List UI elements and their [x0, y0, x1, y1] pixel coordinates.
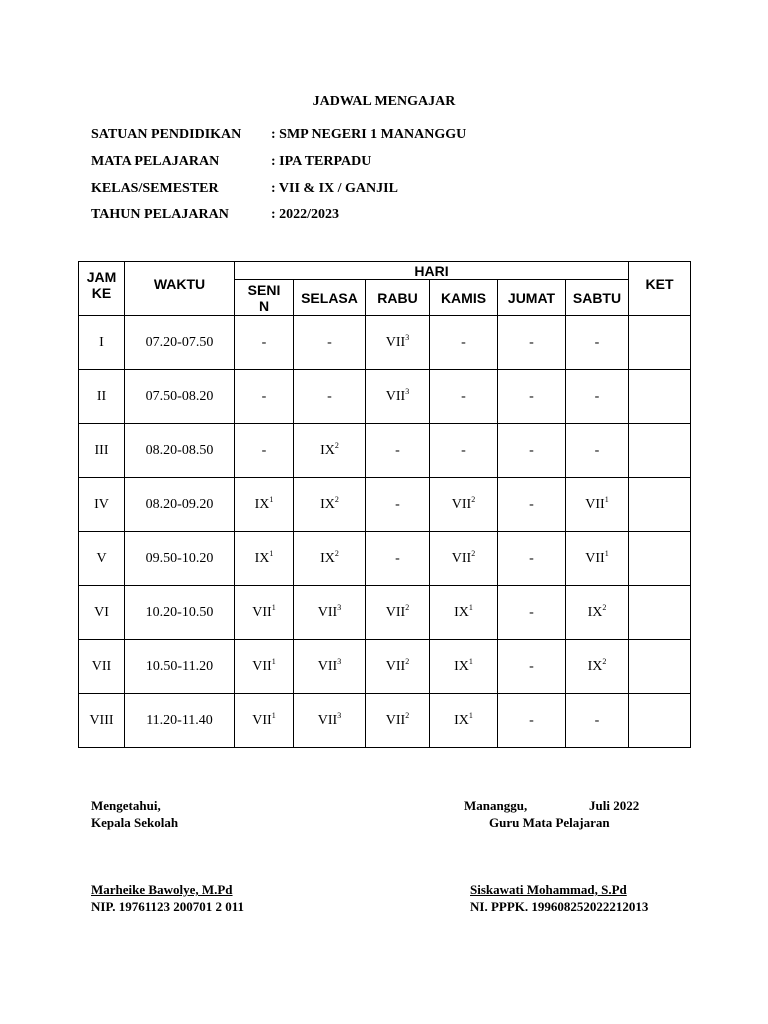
- class-label: -: [461, 334, 466, 350]
- class-cell: [566, 316, 629, 370]
- table-row: [79, 316, 691, 370]
- class-section-number: 2: [334, 494, 339, 504]
- class-label: -: [594, 442, 600, 458]
- header-jam-ke: JAM KE: [79, 262, 125, 316]
- info-row-class: [91, 181, 398, 197]
- class-label: IX: [254, 496, 270, 512]
- class-cell: [366, 316, 430, 370]
- class-cell: [566, 370, 629, 424]
- class-section-number: 2: [405, 602, 410, 612]
- class-cell: [294, 370, 366, 424]
- place-label: Mananggu,: [464, 798, 528, 813]
- class-label: VII: [451, 496, 472, 512]
- class-cell: [294, 424, 366, 478]
- class-cell: [430, 640, 498, 694]
- class-cell: [430, 586, 498, 640]
- waktu-cell: 07.20-07.50: [125, 316, 235, 370]
- table-row: [79, 478, 691, 532]
- jam-cell: V: [79, 532, 125, 586]
- class-label: IX: [587, 604, 603, 620]
- class-label: -: [395, 496, 400, 512]
- class-section-number: 1: [271, 656, 276, 666]
- info-row-year: [91, 207, 339, 223]
- class-label: -: [529, 496, 534, 512]
- class-section-number: 1: [468, 656, 473, 666]
- class-cell: [430, 478, 498, 532]
- class-cell: [498, 640, 566, 694]
- class-cell: [366, 532, 430, 586]
- class-label: IX: [454, 712, 469, 728]
- class-cell: [498, 316, 566, 370]
- class-label: -: [594, 388, 600, 404]
- class-cell: [566, 424, 629, 478]
- class-label: VII: [252, 604, 272, 620]
- class-label: -: [327, 388, 332, 404]
- class-cell: [294, 532, 366, 586]
- class-label: IX: [454, 604, 469, 620]
- class-label: VII: [385, 658, 406, 674]
- waktu-cell: 10.50-11.20: [125, 640, 235, 694]
- class-cell: [235, 694, 294, 748]
- info-value: : 2022/2023: [271, 207, 340, 222]
- class-section-number: 3: [337, 656, 342, 666]
- class-cell: [498, 694, 566, 748]
- class-label: -: [327, 334, 332, 350]
- ket-cell: [629, 640, 691, 694]
- class-cell: [498, 478, 566, 532]
- class-cell: [235, 424, 294, 478]
- class-section-number: 1: [271, 602, 276, 612]
- class-label: -: [529, 712, 534, 728]
- class-cell: [235, 640, 294, 694]
- jam-cell: IV: [79, 478, 125, 532]
- class-section-number: 2: [334, 440, 339, 450]
- waktu-cell: 11.20-11.40: [125, 694, 235, 748]
- info-label: SATUAN PENDIDIKAN: [91, 127, 242, 142]
- class-section-number: 1: [468, 710, 473, 720]
- info-value: : SMP NEGERI 1 MANANGGU: [271, 127, 467, 142]
- class-label: -: [261, 334, 267, 350]
- class-section-number: 2: [405, 656, 410, 666]
- class-section-number: 1: [271, 710, 276, 720]
- class-label: VII: [317, 658, 338, 674]
- ket-cell: [629, 370, 691, 424]
- ket-cell: [629, 694, 691, 748]
- class-label: -: [594, 334, 600, 350]
- header-hari: HARI: [235, 262, 629, 280]
- ket-cell: [629, 316, 691, 370]
- class-label: VII: [317, 712, 338, 728]
- class-label: -: [461, 442, 466, 458]
- table-row: [79, 586, 691, 640]
- header-day: SENI N: [235, 280, 294, 316]
- jam-cell: VI: [79, 586, 125, 640]
- header-ket: KET: [629, 262, 691, 316]
- class-label: -: [461, 388, 466, 404]
- class-cell: [235, 316, 294, 370]
- waktu-cell: 07.50-08.20: [125, 370, 235, 424]
- class-label: -: [594, 712, 600, 728]
- class-cell: [430, 316, 498, 370]
- class-label: -: [261, 442, 267, 458]
- class-cell: [235, 478, 294, 532]
- class-cell: [498, 370, 566, 424]
- class-section-number: 1: [269, 494, 274, 504]
- class-label: -: [529, 604, 534, 620]
- jam-cell: I: [79, 316, 125, 370]
- class-cell: [430, 370, 498, 424]
- info-row-subject: [91, 154, 371, 170]
- principal-name: Marheike Bawolye, M.Pd: [91, 882, 233, 897]
- document-title: JADWAL MENGAJAR: [312, 94, 456, 109]
- info-row-school: [91, 127, 466, 143]
- class-cell: [366, 370, 430, 424]
- info-label: TAHUN PELAJARAN: [91, 207, 229, 222]
- class-label: -: [529, 550, 534, 566]
- date-label: Juli 2022: [589, 798, 640, 813]
- class-section-number: 2: [471, 494, 476, 504]
- class-cell: [566, 694, 629, 748]
- class-cell: [566, 478, 629, 532]
- class-cell: [430, 424, 498, 478]
- class-label: -: [261, 388, 267, 404]
- table-row: [79, 424, 691, 478]
- jam-cell: II: [79, 370, 125, 424]
- class-cell: [566, 586, 629, 640]
- acknowledged-label: Mengetahui,: [91, 798, 161, 813]
- waktu-cell: 10.20-10.50: [125, 586, 235, 640]
- class-label: IX: [320, 442, 335, 458]
- class-label: VII: [385, 604, 406, 620]
- teacher-title: Guru Mata Pelajaran: [489, 815, 610, 830]
- class-section-number: 2: [405, 710, 410, 720]
- header-day: JUMAT: [498, 280, 566, 316]
- class-label: IX: [254, 550, 270, 566]
- class-cell: [294, 694, 366, 748]
- class-label: VII: [385, 388, 406, 404]
- class-label: IX: [587, 658, 603, 674]
- table-row: [79, 370, 691, 424]
- class-section-number: 3: [405, 332, 410, 342]
- class-cell: [430, 694, 498, 748]
- class-section-number: 2: [602, 602, 607, 612]
- schedule-table: [78, 261, 691, 748]
- info-label: MATA PELAJARAN: [91, 154, 220, 169]
- class-section-number: 1: [604, 548, 609, 558]
- table-row: [79, 694, 691, 748]
- class-label: VII: [585, 496, 605, 512]
- class-label: -: [395, 550, 400, 566]
- class-label: IX: [454, 658, 469, 674]
- jam-cell: VII: [79, 640, 125, 694]
- info-value: : IPA TERPADU: [271, 154, 372, 169]
- class-cell: [235, 586, 294, 640]
- ket-cell: [629, 478, 691, 532]
- class-section-number: 3: [405, 386, 410, 396]
- class-cell: [366, 586, 430, 640]
- table-row: [79, 532, 691, 586]
- class-label: VII: [252, 658, 272, 674]
- class-section-number: 3: [337, 602, 342, 612]
- waktu-cell: 08.20-08.50: [125, 424, 235, 478]
- class-label: VII: [385, 712, 406, 728]
- class-cell: [366, 694, 430, 748]
- class-cell: [366, 640, 430, 694]
- principal-nip: NIP. 19761123 200701 2 011: [91, 899, 245, 914]
- table-row: [79, 640, 691, 694]
- jam-cell: III: [79, 424, 125, 478]
- class-section-number: 2: [471, 548, 476, 558]
- ket-cell: [629, 532, 691, 586]
- class-label: -: [395, 442, 400, 458]
- class-section-number: 2: [334, 548, 339, 558]
- class-cell: [235, 532, 294, 586]
- header-day: SELASA: [294, 280, 366, 316]
- class-label: VII: [252, 712, 272, 728]
- class-cell: [235, 370, 294, 424]
- class-label: -: [529, 442, 534, 458]
- class-label: VII: [385, 334, 406, 350]
- class-label: -: [529, 334, 534, 350]
- class-label: -: [529, 658, 534, 674]
- header-day: SABTU: [566, 280, 629, 316]
- header-day: RABU: [366, 280, 430, 316]
- class-cell: [498, 532, 566, 586]
- class-section-number: 1: [269, 548, 274, 558]
- class-label: IX: [320, 496, 335, 512]
- class-cell: [430, 532, 498, 586]
- class-cell: [294, 316, 366, 370]
- info-label: KELAS/SEMESTER: [91, 181, 219, 196]
- class-section-number: 1: [468, 602, 473, 612]
- jam-cell: VIII: [79, 694, 125, 748]
- waktu-cell: 09.50-10.20: [125, 532, 235, 586]
- class-label: VII: [585, 550, 605, 566]
- class-cell: [498, 586, 566, 640]
- teacher-name: Siskawati Mohammad, S.Pd: [470, 882, 627, 897]
- class-section-number: 3: [337, 710, 342, 720]
- class-label: -: [529, 388, 534, 404]
- header-day: KAMIS: [430, 280, 498, 316]
- class-label: VII: [317, 604, 338, 620]
- ket-cell: [629, 586, 691, 640]
- class-cell: [366, 478, 430, 532]
- ket-cell: [629, 424, 691, 478]
- class-label: VII: [451, 550, 472, 566]
- class-cell: [294, 640, 366, 694]
- class-label: IX: [320, 550, 335, 566]
- class-cell: [566, 532, 629, 586]
- class-section-number: 1: [604, 494, 609, 504]
- waktu-cell: 08.20-09.20: [125, 478, 235, 532]
- class-cell: [294, 478, 366, 532]
- info-value: : VII & IX / GANJIL: [271, 181, 398, 196]
- class-cell: [498, 424, 566, 478]
- class-section-number: 2: [602, 656, 607, 666]
- class-cell: [294, 586, 366, 640]
- teacher-nip: NI. PPPK. 199608252022212013: [470, 899, 649, 914]
- class-cell: [366, 424, 430, 478]
- principal-title: Kepala Sekolah: [91, 815, 179, 830]
- class-cell: [566, 640, 629, 694]
- header-waktu: WAKTU: [125, 262, 235, 316]
